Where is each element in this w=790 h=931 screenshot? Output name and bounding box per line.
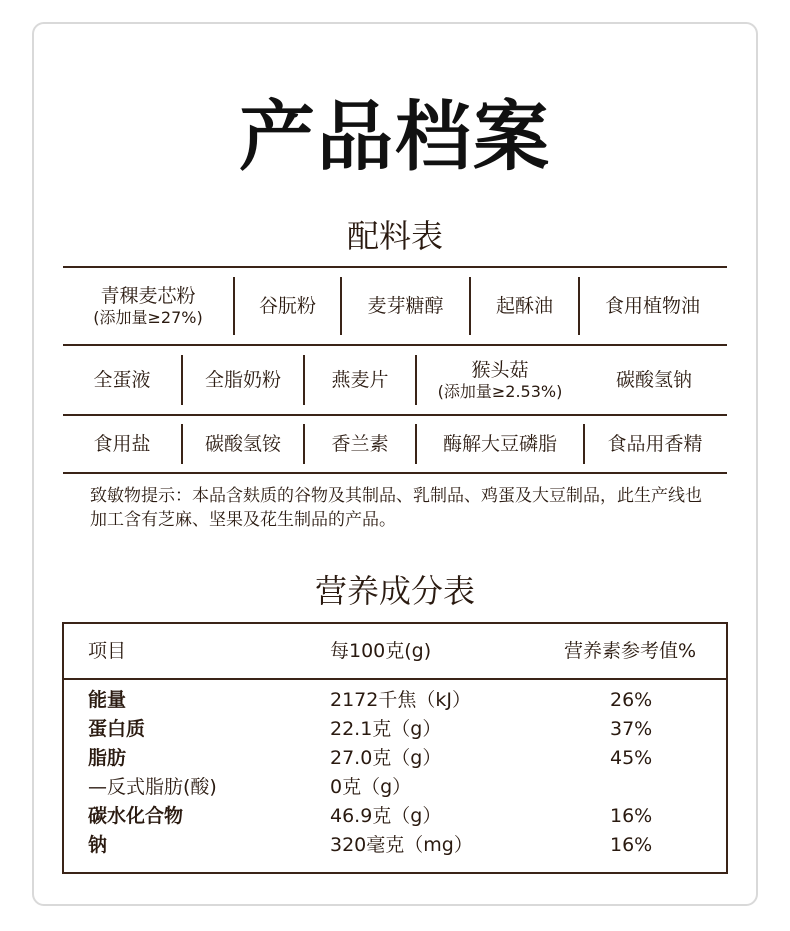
ingredient-row: [63, 268, 727, 344]
nutrient-amount: 27.0克（g）: [330, 747, 442, 769]
nutrition-heading: 营养成分表: [314, 572, 475, 610]
table-row: [64, 802, 726, 831]
ingredient-cell: [342, 268, 469, 344]
ingredient-name: 香兰素: [331, 433, 389, 455]
nutrient-name: —反式脂肪(酸): [88, 776, 217, 798]
nutrient-nrv: 37%: [610, 718, 653, 740]
nutrition-header-row: [64, 624, 726, 680]
table-row: [64, 744, 726, 773]
ingredient-cell: [580, 268, 725, 344]
ingredient-cell: [583, 346, 725, 414]
ingredient-name: 青稞麦芯粉: [100, 285, 196, 307]
table-row: [64, 686, 726, 715]
table-row: [64, 773, 726, 802]
nutrient-name: 蛋白质: [88, 718, 146, 740]
ingredient-name: 食品用香精: [607, 433, 703, 455]
ingredient-name: 谷朊粉: [258, 295, 316, 317]
nutrient-amount: 0克（g）: [330, 776, 412, 798]
ingredient-cell: [183, 416, 303, 472]
ingredient-cell: [63, 416, 181, 472]
nutrient-amount: 2172千焦（kJ）: [330, 689, 471, 711]
nutrient-amount: 320毫克（mg）: [330, 834, 473, 856]
ingredient-cell: [585, 416, 725, 472]
ingredient-name: 全蛋液: [93, 369, 151, 391]
ingredient-cell: [63, 268, 233, 344]
ingredient-note: (添加量≥27%): [93, 308, 203, 327]
nutrient-name: 脂肪: [88, 747, 127, 769]
allergen-note: 致敏物提示：本品含麸质的谷物及其制品、乳制品、鸡蛋及大豆制品，此生产线也加工含有芝麻、坚果及花生制品的产品。: [90, 486, 702, 530]
nutrient-name: 钠: [88, 834, 108, 856]
nutrient-nrv: 16%: [610, 805, 653, 827]
ingredient-cell: [63, 346, 181, 414]
column-header-nrv: 营养素参考值%: [564, 640, 697, 662]
ingredient-cell: [417, 346, 583, 414]
ingredient-cell: [305, 346, 415, 414]
ingredient-row: [63, 346, 727, 414]
nutrient-nrv: 45%: [610, 747, 653, 769]
ingredient-row: [63, 416, 727, 472]
ingredient-name: 食用植物油: [604, 295, 700, 317]
ingredient-name: 酶解大豆磷脂: [442, 433, 557, 455]
nutrition-table: [62, 622, 728, 874]
page-title: 产品档案: [239, 92, 551, 181]
ingredient-name: 全脂奶粉: [204, 369, 281, 391]
ingredient-cell: [305, 416, 415, 472]
nutrient-name: 能量: [88, 689, 127, 711]
ingredient-name: 燕麦片: [331, 369, 389, 391]
nutrient-name: 碳水化合物: [88, 805, 184, 827]
ingredient-cell: [417, 416, 583, 472]
nutrient-nrv: 16%: [610, 834, 653, 856]
table-row: [64, 831, 726, 860]
nutrient-nrv: 26%: [610, 689, 653, 711]
ingredient-note: (添加量≥2.53%): [437, 382, 563, 401]
ingredient-cell: [183, 346, 303, 414]
ingredient-cell: [471, 268, 578, 344]
nutrient-amount: 46.9克（g）: [330, 805, 442, 827]
ingredient-cell: [235, 268, 340, 344]
divider: [63, 472, 727, 474]
column-header-item: 项目: [88, 640, 127, 662]
ingredients-heading: 配料表: [346, 217, 443, 255]
ingredient-name: 食用盐: [93, 433, 151, 455]
table-row: [64, 715, 726, 744]
ingredient-name: 起酥油: [495, 295, 553, 317]
nutrient-amount: 22.1克（g）: [330, 718, 442, 740]
column-header-per100g: 每100克(g): [330, 640, 432, 662]
ingredient-name: 碳酸氢铵: [204, 433, 281, 455]
ingredient-name: 猴头菇: [471, 359, 529, 381]
ingredient-name: 碳酸氢钠: [615, 369, 692, 391]
ingredient-name: 麦芽糖醇: [367, 295, 444, 317]
